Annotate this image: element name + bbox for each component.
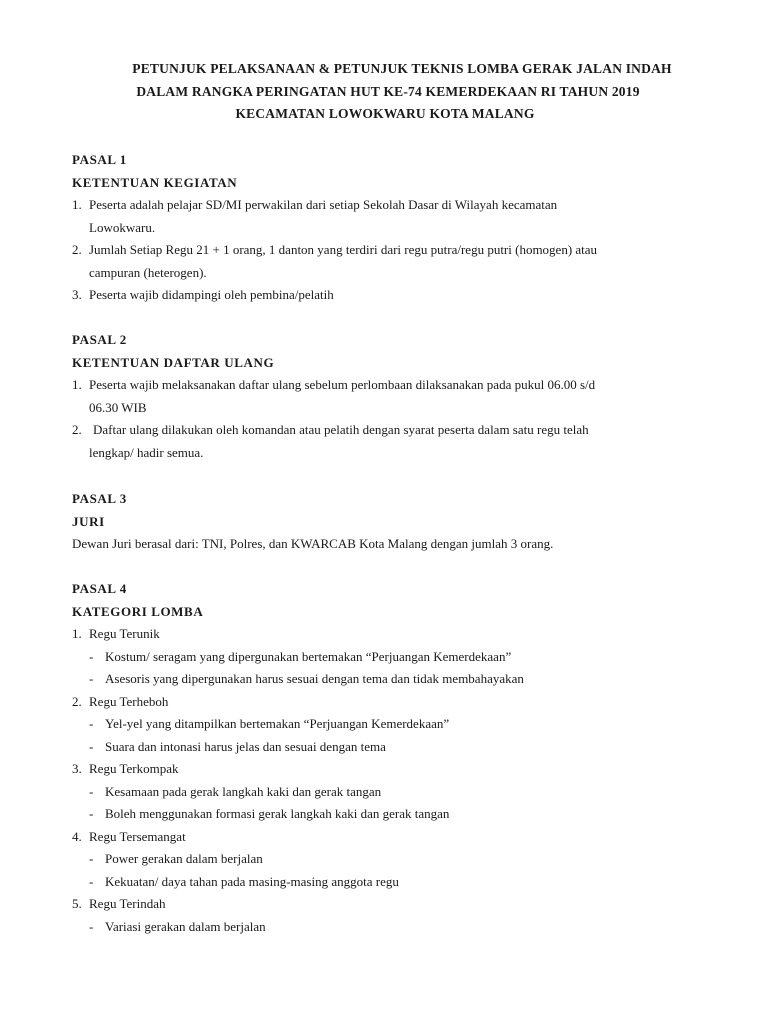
- category-name: Regu Terindah: [89, 896, 166, 911]
- item-text-continued: campuran (heterogen).: [89, 264, 207, 280]
- pasal-3-section: [72, 488, 708, 556]
- item-number: 2.: [72, 242, 82, 257]
- list-item: [72, 374, 708, 419]
- category-point: [72, 803, 708, 826]
- category-point: [72, 713, 708, 736]
- category-item: [72, 623, 708, 646]
- item-number: 1.: [72, 197, 82, 212]
- list-item: [72, 419, 708, 464]
- dash-bullet: -: [89, 783, 94, 799]
- list-item: [72, 239, 708, 284]
- pasal-1-heading: KETENTUAN KEGIATAN: [72, 174, 238, 190]
- item-text: Daftar ulang dilakukan oleh komandan atau pelatih dengan syarat peserta dalam satu regu telah: [93, 422, 589, 437]
- point-text: Kekuatan/ daya tahan pada masing-masing anggota regu: [105, 873, 399, 889]
- list-item: [72, 284, 708, 307]
- item-number: 4.: [72, 828, 82, 844]
- point-text: Boleh menggunakan formasi gerak langkah kaki dan gerak tangan: [105, 806, 450, 821]
- pasal-2-section: [72, 329, 708, 464]
- point-text: Variasi gerakan dalam berjalan: [105, 918, 266, 934]
- category-point: [72, 781, 708, 804]
- category-name: Regu Terkompak: [89, 761, 179, 776]
- dash-bullet: -: [89, 716, 94, 731]
- point-text: Suara dan intonasi harus jelas dan sesuai dengan tema: [105, 738, 386, 754]
- category-point: [72, 668, 708, 691]
- dash-bullet: -: [89, 648, 94, 664]
- title-line-1: PETUNJUK PELAKSANAAN & PETUNJUK TEKNIS LOMBA GERAK JALAN INDAH: [132, 61, 672, 76]
- dash-bullet: -: [89, 671, 94, 686]
- category-item: [72, 758, 708, 781]
- pasal-1-section: [72, 149, 708, 307]
- pasal-3-text: Dewan Juri berasal dari: TNI, Polres, dan KWARCAB Kota Malang dengan jumlah 3 orang.: [72, 536, 554, 551]
- category-name: Regu Terheboh: [89, 693, 169, 709]
- category-point: [72, 848, 708, 871]
- title-line-2: DALAM RANGKA PERINGATAN HUT KE-74 KEMERDEKAAN RI TAHUN 2019: [136, 83, 640, 99]
- item-text-continued: lengkap/ hadir semua.: [89, 444, 204, 460]
- item-text-continued: Lowokwaru.: [89, 219, 156, 235]
- category-point: [72, 916, 708, 939]
- dash-bullet: -: [89, 851, 94, 866]
- item-number: 3.: [72, 287, 82, 302]
- pasal-2-label: PASAL 2: [72, 332, 127, 347]
- pasal-2-heading: KETENTUAN DAFTAR ULANG: [72, 354, 275, 370]
- category-item: [72, 691, 708, 714]
- pasal-3-heading: JURI: [72, 513, 105, 529]
- point-text: Kostum/ seragam yang dipergunakan bertemakan “Perjuangan Kemerdekaan”: [105, 648, 512, 664]
- pasal-4-heading: KATEGORI LOMBA: [72, 603, 204, 619]
- dash-bullet: -: [89, 806, 94, 821]
- category-point: [72, 646, 708, 669]
- item-number: 1.: [72, 377, 82, 392]
- pasal-4-section: [72, 578, 708, 938]
- category-name: Regu Tersemangat: [89, 828, 186, 844]
- list-item: [72, 194, 708, 239]
- item-number: 1.: [72, 626, 82, 641]
- item-number: 2.: [72, 422, 82, 437]
- pasal-1-label: PASAL 1: [72, 152, 127, 167]
- pasal-3-label: PASAL 3: [72, 491, 127, 506]
- item-text: Peserta adalah pelajar SD/MI perwakilan dari setiap Sekolah Dasar di Wilayah kecamatan: [89, 197, 558, 212]
- dash-bullet: -: [89, 873, 94, 889]
- point-text: Power gerakan dalam berjalan: [105, 851, 263, 866]
- dash-bullet: -: [89, 918, 94, 934]
- item-text: Peserta wajib melaksanakan daftar ulang sebelum perlombaan dilaksanakan pada pukul 06.00 s/d: [89, 377, 596, 392]
- item-number: 3.: [72, 761, 82, 776]
- category-name: Regu Terunik: [89, 626, 160, 641]
- dash-bullet: -: [89, 738, 94, 754]
- item-text: Jumlah Setiap Regu 21 + 1 orang, 1 danton yang terdiri dari regu putra/regu putri (homogen) atau: [89, 242, 598, 257]
- category-point: [72, 736, 708, 759]
- point-text: Kesamaan pada gerak langkah kaki dan gerak tangan: [105, 783, 382, 799]
- item-text-continued: 06.30 WIB: [89, 399, 147, 415]
- title-line-3: KECAMATAN LOWOKWARU KOTA MALANG: [235, 106, 535, 121]
- item-number: 5.: [72, 896, 82, 911]
- category-item: [72, 826, 708, 849]
- category-item: [72, 893, 708, 916]
- category-point: [72, 871, 708, 894]
- point-text: Asesoris yang dipergunakan harus sesuai dengan tema dan tidak membahayakan: [105, 671, 524, 686]
- pasal-4-label: PASAL 4: [72, 581, 127, 596]
- document-title: [0, 58, 768, 126]
- item-number: 2.: [72, 693, 82, 709]
- item-text: Peserta wajib didampingi oleh pembina/pelatih: [89, 287, 334, 302]
- point-text: Yel-yel yang ditampilkan bertemakan “Perjuangan Kemerdekaan”: [105, 716, 450, 731]
